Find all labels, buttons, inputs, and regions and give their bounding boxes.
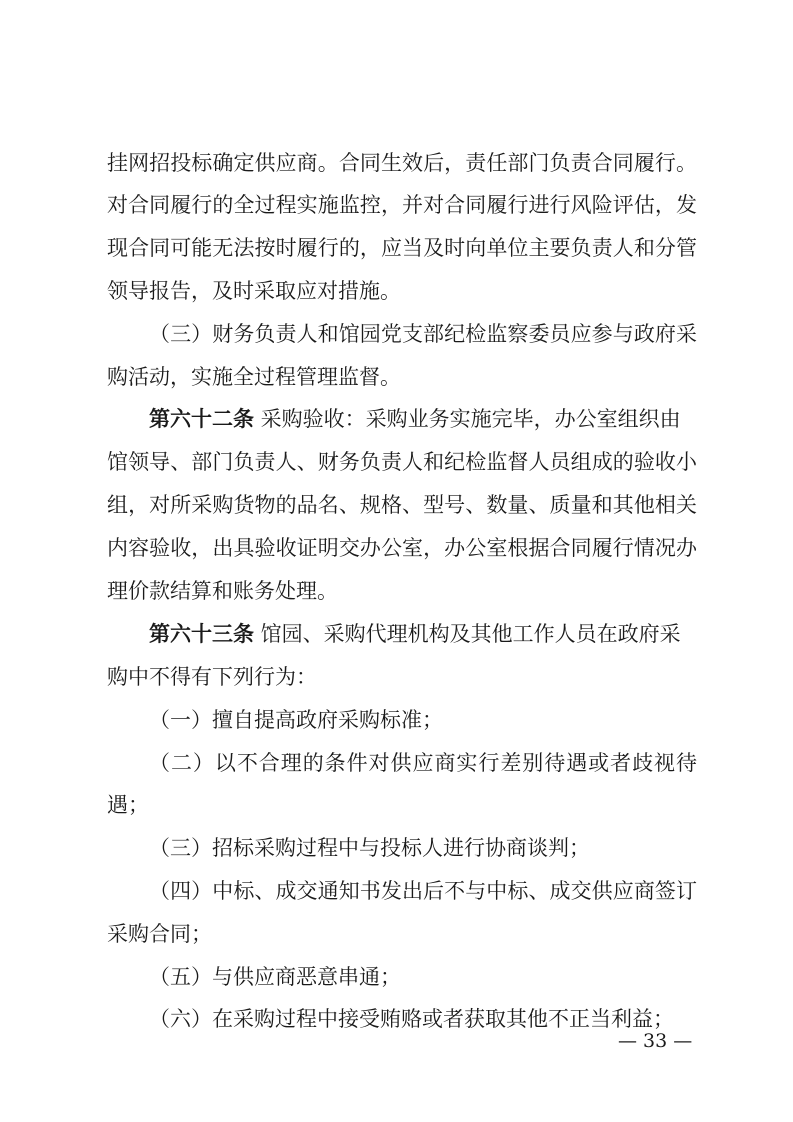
list-item: （二）以不合理的条件对供应商实行差别待遇或者歧视待: [149, 751, 697, 775]
list-item: （六）在采购过程中接受贿赂或者获取其他不正当利益；: [149, 1007, 674, 1031]
text-line: 现合同可能无法按时履行的，应当及时向单位主要负责人和分管: [107, 236, 697, 260]
list-item: （三）招标采购过程中与投标人进行协商谈判；: [149, 836, 590, 860]
text-line: 馆领导、部门负责人、财务负责人和纪检监督人员组成的验收小: [107, 450, 697, 474]
article-text: 馆园、采购代理机构及其他工作人员在政府采: [254, 622, 681, 646]
text-line: 领导报告，及时采取应对措施。: [107, 279, 401, 303]
text-line: 购活动，实施全过程管理监督。: [107, 365, 401, 389]
text-line: 挂网招投标确定供应商。合同生效后，责任部门负责合同履行。: [107, 151, 697, 175]
text-line: 对合同履行的全过程实施监控，并对合同履行进行风险评估，发: [107, 193, 697, 217]
text-line: 内容验收，出具验收证明交办公室，办公室根据合同履行情况办: [107, 536, 697, 560]
text-line: 采购合同；: [107, 922, 212, 946]
text-line: 遇；: [107, 793, 149, 817]
list-item: （五）与供应商恶意串通；: [149, 965, 401, 989]
article-heading: 第六十三条: [149, 622, 254, 646]
list-item: （一）擅自提高政府采购标准；: [149, 708, 443, 732]
text-line: 购中不得有下列行为：: [107, 665, 317, 689]
article-62-line: [149, 404, 697, 434]
article-text: 采购验收：采购业务实施完毕，办公室组织由: [254, 407, 681, 431]
article-heading: 第六十二条: [149, 407, 254, 431]
article-63-line: [149, 619, 697, 649]
list-item: （四）中标、成交通知书发出后不与中标、成交供应商签订: [149, 879, 697, 903]
page-number: — 33 —: [618, 1030, 693, 1052]
text-line: 组，对所采购货物的品名、规格、型号、数量、质量和其他相关: [107, 493, 697, 517]
text-line: （三）财务负责人和馆园党支部纪检监察委员应参与政府采: [149, 322, 697, 346]
text-line: 理价款结算和账务处理。: [107, 579, 338, 603]
